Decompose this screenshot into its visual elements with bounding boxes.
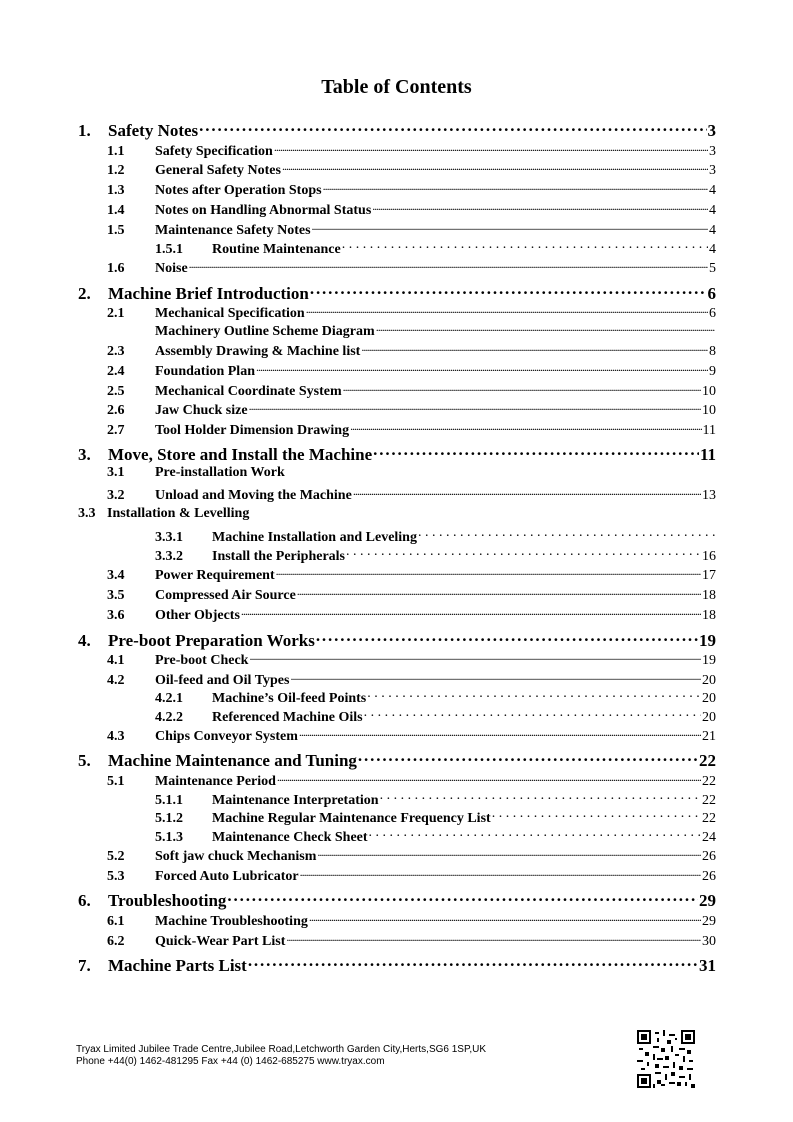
toc-entry-number: 5.1.2 [155, 811, 183, 826]
toc-entry-number: 5.1 [107, 774, 125, 789]
toc-entry-number: 3.6 [107, 608, 125, 623]
toc-dot-leader [309, 911, 701, 925]
toc-entry-page: 26 [702, 869, 716, 884]
toc-entry[interactable] [107, 771, 716, 790]
toc-dot-leader [346, 546, 701, 560]
toc-entry-title: Machine Regular Maintenance Frequency List [212, 811, 491, 826]
toc-entry-title: Jaw Chuck size [155, 403, 248, 418]
toc-entry[interactable] [107, 931, 716, 950]
toc-entry-title: Chips Conveyor System [155, 729, 298, 744]
toc-entry-page: 4 [709, 183, 716, 198]
toc-entry-number: 3.1 [107, 465, 125, 480]
toc-dot-leader [312, 220, 708, 234]
toc-entry-number: 5.1.1 [155, 793, 183, 808]
toc-entry-number: 1.5.1 [155, 242, 183, 257]
toc-entry-number: 1.5 [107, 223, 125, 238]
toc-entry[interactable] [107, 341, 716, 360]
toc-entry[interactable] [155, 688, 716, 707]
toc-entry-number: 1.2 [107, 163, 125, 178]
toc-entry-number: 1.3 [107, 183, 125, 198]
toc-entry-page: 19 [702, 653, 716, 668]
toc-dot-leader [369, 827, 701, 841]
toc-entry-title: Machinery Outline Scheme Diagram [155, 324, 375, 339]
toc-entry-page: 4 [709, 203, 716, 218]
toc-entry-number: 1. [78, 121, 91, 140]
toc-entry[interactable] [78, 443, 716, 465]
toc-dot-leader [343, 381, 701, 395]
toc-entry[interactable] [107, 465, 716, 481]
toc-entry-page: 19 [699, 631, 716, 650]
toc-entry-title: Forced Auto Lubricator [155, 869, 299, 884]
toc-dot-leader [310, 282, 707, 299]
toc-entry-number: 4. [78, 631, 91, 650]
toc-entry-number: 6.1 [107, 914, 125, 929]
toc-entry[interactable] [107, 258, 716, 277]
toc-entry-page: 17 [702, 568, 716, 583]
toc-entry-title: Machine Brief Introduction [108, 284, 309, 303]
toc-entry-number: 6. [78, 891, 91, 910]
toc-entry-title: Safety Notes [108, 121, 199, 140]
toc-dot-leader [299, 726, 701, 740]
toc-entry-number: 3.3.1 [155, 530, 183, 545]
toc-entry-number: 3.3.2 [155, 549, 183, 564]
toc-dot-leader [306, 303, 708, 317]
toc-entry-title: Pre-boot Check [155, 653, 249, 668]
toc-entry[interactable] [78, 954, 716, 976]
toc-entry-number: 3.4 [107, 568, 125, 583]
toc-dot-leader [364, 707, 701, 721]
toc-dot-leader [358, 749, 698, 766]
toc-entry[interactable] [155, 827, 716, 846]
toc-entry-title: General Safety Notes [155, 163, 281, 178]
toc-entry-title: Assembly Drawing & Machine list [155, 344, 361, 359]
toc-dot-leader [276, 565, 701, 579]
toc-entry-title: Maintenance Interpretation [212, 793, 379, 808]
toc-entry-page: 22 [702, 793, 716, 808]
toc-entry-page: 21 [702, 729, 716, 744]
toc-entry-title: Mechanical Specification [155, 306, 305, 321]
toc-entry-number: 2.1 [107, 306, 125, 321]
toc-entry-number: 4.2 [107, 673, 125, 688]
toc-entry[interactable] [78, 889, 716, 911]
toc-entry-page: 4 [709, 242, 716, 257]
toc-entry[interactable] [107, 141, 716, 160]
toc-entry-page: 6 [709, 306, 716, 321]
toc-entry[interactable] [107, 866, 716, 885]
toc-dot-leader [342, 239, 708, 253]
toc-dot-leader [380, 790, 701, 804]
toc-entry[interactable] [107, 670, 716, 689]
toc-entry-page: 30 [702, 934, 716, 949]
footer-address: Tryax Limited Jubilee Trade Centre,Jubilee Road,Letchworth Garden City,Herts,SG6 1SP,UK [76, 1044, 487, 1055]
toc-dot-leader [350, 420, 701, 434]
toc-dot-leader [227, 889, 698, 906]
toc-entry-page: 31 [699, 956, 716, 975]
toc-entry[interactable] [107, 160, 716, 179]
toc-entry-title: Referenced Machine Oils [212, 710, 363, 725]
page-title: Table of Contents [321, 76, 472, 98]
toc-entry-page: 4 [709, 223, 716, 238]
toc-entry[interactable] [78, 506, 716, 522]
toc-entry-title: Unload and Moving the Machine [155, 488, 352, 503]
toc-entry[interactable] [155, 546, 716, 565]
toc-dot-leader [353, 485, 701, 499]
toc-entry[interactable] [107, 220, 716, 239]
toc-entry[interactable] [107, 846, 716, 865]
toc-entry[interactable] [155, 808, 716, 827]
toc-entry-title: Noise [155, 261, 188, 276]
toc-dot-leader [290, 670, 701, 684]
toc-dot-leader [256, 361, 708, 375]
toc-entry-page: 3 [709, 163, 716, 178]
toc-entry[interactable] [107, 420, 716, 439]
toc-dot-leader [367, 688, 701, 702]
toc-entry-page: 22 [702, 774, 716, 789]
toc-entry-title: Pre-installation Work [155, 465, 285, 480]
toc-entry-title: Power Requirement [155, 568, 275, 583]
toc-entry-page: 9 [709, 364, 716, 379]
toc-entry-page: 18 [702, 588, 716, 603]
toc-dot-leader [189, 258, 708, 272]
toc-entry-number: 5.2 [107, 849, 125, 864]
toc-entry-title: Maintenance Check Sheet [212, 830, 368, 845]
toc-entry-title: Foundation Plan [155, 364, 255, 379]
toc-entry-page: 11 [702, 423, 716, 438]
toc-entry-number: 1.6 [107, 261, 125, 276]
toc-dot-leader [376, 321, 715, 335]
toc-dot-leader [492, 808, 701, 822]
toc-entry-page: 3 [709, 144, 716, 159]
toc-dot-leader [199, 119, 706, 136]
toc-entry-title: Mechanical Coordinate System [155, 384, 342, 399]
toc-entry-title: Other Objects [155, 608, 240, 623]
toc-dot-leader [282, 160, 708, 174]
toc-entry[interactable] [78, 282, 716, 304]
toc-entry-number: 2.5 [107, 384, 125, 399]
toc-entry-title: Move, Store and Install the Machine [108, 445, 373, 464]
toc-entry-number: 7. [78, 956, 91, 975]
toc-dot-leader [317, 846, 701, 860]
toc-dot-leader [248, 954, 698, 971]
toc-dot-leader [274, 141, 708, 155]
toc-entry-title: Installation & Levelling [107, 506, 250, 521]
toc-entry-number: 4.2.1 [155, 691, 183, 706]
toc-entry-title: Maintenance Period [155, 774, 276, 789]
toc-entry-page: 20 [702, 673, 716, 688]
toc-entry[interactable] [107, 650, 716, 669]
toc-entry-number: 6.2 [107, 934, 125, 949]
toc-entry[interactable] [155, 527, 716, 546]
toc-entry[interactable] [107, 726, 716, 745]
toc-entry-number: 2.6 [107, 403, 125, 418]
toc-entry-page: 5 [709, 261, 716, 276]
qr-code-icon [636, 1030, 696, 1088]
toc-entry-number: 2.3 [107, 344, 125, 359]
toc-entry-number: 1.1 [107, 144, 125, 159]
toc-entry-number: 1.4 [107, 203, 125, 218]
toc-entry[interactable] [107, 605, 716, 624]
toc-entry-title: Compressed Air Source [155, 588, 296, 603]
toc-entry-number: 3.3 [78, 506, 96, 521]
toc-entry-page: 22 [699, 751, 716, 770]
toc-entry-page: 10 [702, 403, 716, 418]
toc-entry-title: Notes on Handling Abnormal Status [155, 203, 372, 218]
toc-dot-leader [249, 400, 701, 414]
toc-dot-leader [300, 866, 701, 880]
toc-entry-number: 3. [78, 445, 91, 464]
toc-dot-leader [323, 180, 708, 194]
toc-dot-leader [373, 443, 699, 460]
toc-entry[interactable] [107, 400, 716, 419]
toc-dot-leader [372, 200, 708, 214]
toc-entry-title: Tool Holder Dimension Drawing [155, 423, 350, 438]
toc-entry[interactable] [107, 303, 716, 322]
toc-entry-page: 29 [699, 891, 716, 910]
toc-entry-number: 2. [78, 284, 91, 303]
toc-entry-page: 6 [707, 284, 716, 303]
toc-entry-title: Machine Maintenance and Tuning [108, 751, 357, 770]
toc-entry-page: 26 [702, 849, 716, 864]
toc-entry[interactable] [107, 565, 716, 584]
toc-entry-page: 29 [702, 914, 716, 929]
toc-entry-page: 10 [702, 384, 716, 399]
toc-entry[interactable] [107, 485, 716, 504]
toc-entry[interactable] [107, 911, 716, 930]
toc-entry-page: 22 [702, 811, 716, 826]
toc-entry-title: Notes after Operation Stops [155, 183, 322, 198]
toc-entry-number: 2.7 [107, 423, 125, 438]
toc-entry[interactable] [155, 239, 716, 258]
toc-dot-leader [418, 527, 715, 541]
toc-entry-page: 8 [709, 344, 716, 359]
toc-entry-title: Safety Specification [155, 144, 273, 159]
toc-entry-number: 5.1.3 [155, 830, 183, 845]
toc-entry-number: 4.1 [107, 653, 125, 668]
toc-entry-number: 2.4 [107, 364, 125, 379]
toc-entry[interactable] [107, 585, 716, 604]
toc-entry-title: Machine Installation and Leveling [212, 530, 417, 545]
toc-dot-leader [277, 771, 701, 785]
toc-entry-title: Quick-Wear Part List [155, 934, 286, 949]
toc-entry-title: Troubleshooting [108, 891, 227, 910]
toc-entry-page: 20 [702, 710, 716, 725]
toc-entry-page: 24 [702, 830, 716, 845]
toc-entry-page: 16 [702, 549, 716, 564]
toc-entry-page: 13 [702, 488, 716, 503]
toc-dot-leader [286, 931, 701, 945]
toc-dot-leader [361, 341, 708, 355]
toc-entry-number: 4.2.2 [155, 710, 183, 725]
toc-entry[interactable] [78, 629, 716, 651]
toc-entry[interactable] [107, 381, 716, 400]
toc-entry[interactable] [155, 790, 716, 809]
toc-entry-number: 5. [78, 751, 91, 770]
toc-entry-title: Maintenance Safety Notes [155, 223, 311, 238]
toc-entry-title: Oil-feed and Oil Types [155, 673, 290, 688]
toc-entry-title: Machine Parts List [108, 956, 247, 975]
toc-dot-leader [316, 629, 698, 646]
toc-entry-page: 18 [702, 608, 716, 623]
toc-dot-leader [297, 585, 701, 599]
toc-entry[interactable] [155, 707, 716, 726]
toc-entry-number: 3.2 [107, 488, 125, 503]
toc-entry-page: 11 [699, 445, 716, 464]
toc-entry[interactable] [107, 200, 716, 219]
toc-entry-title: Pre-boot Preparation Works [108, 631, 315, 650]
toc-entry-title: Soft jaw chuck Mechanism [155, 849, 317, 864]
toc-dot-leader [241, 605, 701, 619]
toc-entry[interactable] [155, 321, 716, 340]
toc-entry-number: 5.3 [107, 869, 125, 884]
toc-dot-leader [249, 650, 701, 664]
toc-entry-title: Machine’s Oil-feed Points [212, 691, 367, 706]
toc-entry-page: 3 [707, 121, 716, 140]
toc-entry-page: 20 [702, 691, 716, 706]
toc-entry[interactable] [107, 180, 716, 199]
toc-entry-title: Machine Troubleshooting [155, 914, 308, 929]
footer-contact: Phone +44(0) 1462-481295 Fax +44 (0) 1462-685275 www.tryax.com [76, 1056, 385, 1067]
toc-entry[interactable] [78, 749, 716, 771]
toc-entry-number: 4.3 [107, 729, 125, 744]
footer [76, 1044, 486, 1068]
toc-entry-title: Install the Peripherals [212, 549, 345, 564]
toc-entry[interactable] [78, 119, 716, 141]
toc-entry-number: 3.5 [107, 588, 125, 603]
toc-entry[interactable] [107, 361, 716, 380]
toc-entry-title: Routine Maintenance [212, 242, 341, 257]
